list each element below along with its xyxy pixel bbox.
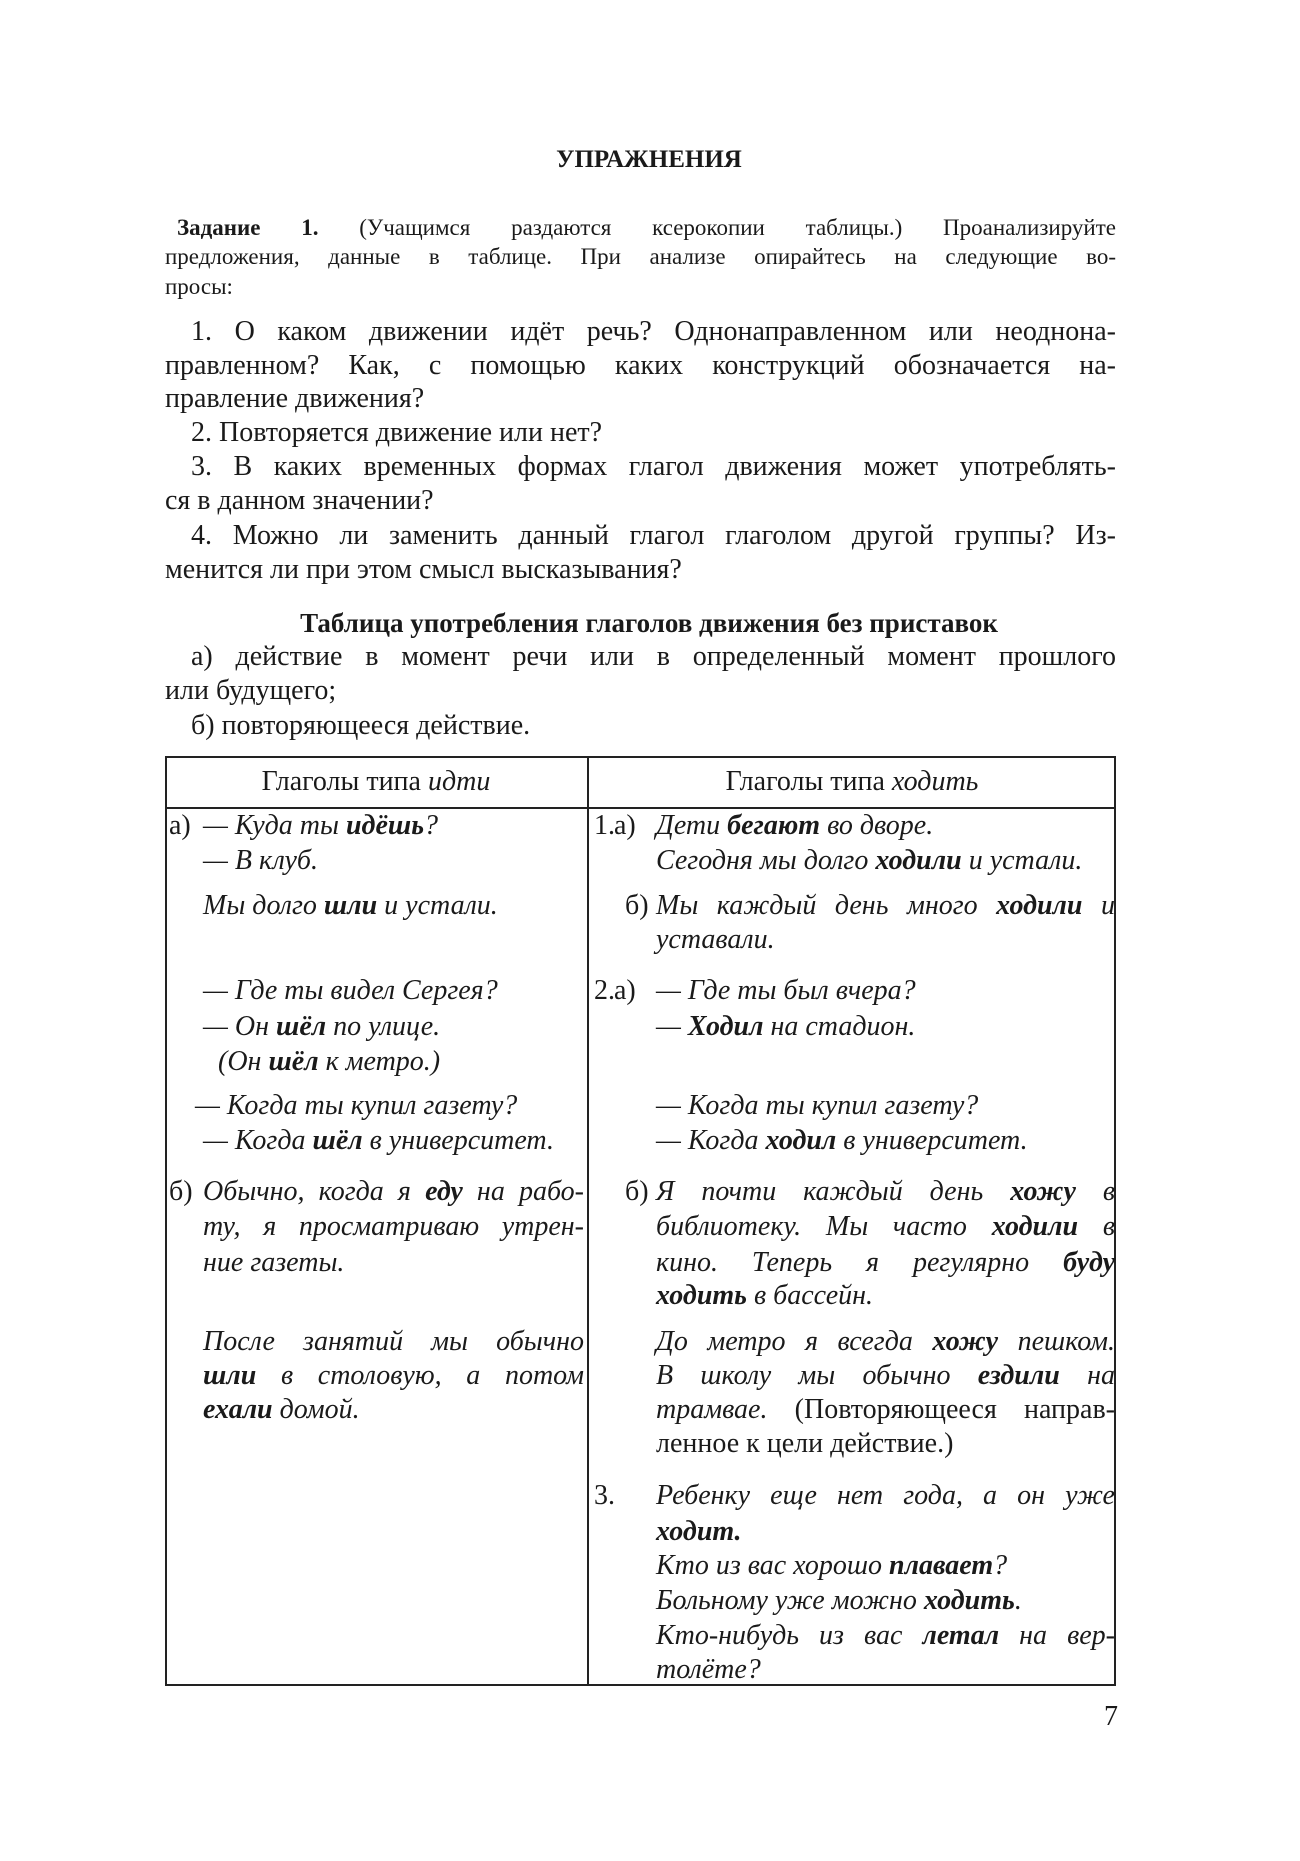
question-line	[191, 519, 1116, 553]
emphasized-text: ездили	[977, 1360, 1060, 1391]
right-cell-line	[656, 1584, 1022, 1618]
text-segment: 1.	[594, 810, 615, 841]
left-cell-line	[203, 974, 498, 1008]
emphasized-text: ходили	[875, 845, 962, 876]
right-cell-line	[656, 1515, 742, 1549]
table-subtitle-line	[191, 640, 1116, 674]
emphasized-text: шёл	[276, 1011, 327, 1042]
text-segment: идти	[427, 766, 491, 797]
text-segment: ?	[993, 1550, 1008, 1581]
text-segment: на рабо-	[462, 1176, 584, 1207]
text-segment: После занятий мы обычно	[203, 1326, 584, 1357]
text-segment: .	[1014, 1585, 1022, 1616]
text-segment: или будущего;	[165, 675, 337, 706]
text-segment: ?	[424, 810, 438, 841]
emphasized-text: еду	[425, 1176, 463, 1207]
text-segment: а)	[614, 975, 636, 1006]
emphasized-text: ходит.	[656, 1516, 742, 1547]
text-segment: 4. Можно ли заменить данный глагол глаголом другой группы? Из-	[191, 520, 1116, 551]
text-segment: и	[1082, 890, 1116, 921]
text-segment: а) действие в момент речи или в определенный момент прошлого	[191, 641, 1116, 672]
text-segment: Сегодня мы долго	[656, 845, 876, 876]
left-cell-line	[203, 1359, 584, 1393]
question-line	[165, 349, 1116, 383]
text-segment: — Когда ты купил газету?	[656, 1090, 979, 1121]
table-header	[262, 765, 491, 799]
item-label	[594, 1479, 615, 1513]
text-segment: в университет.	[362, 1125, 554, 1156]
right-cell-line	[656, 1619, 1115, 1653]
emphasized-text: шёл	[312, 1125, 363, 1156]
text-segment: Глаголы типа	[725, 766, 892, 797]
text-segment: пешком.	[998, 1326, 1116, 1357]
text-segment: в столовую, а потом	[256, 1360, 584, 1391]
emphasized-text: ходить	[923, 1585, 1015, 1616]
text-segment: и устали.	[377, 890, 498, 921]
emphasized-text: хожу	[932, 1326, 999, 1357]
text-segment: —	[656, 1011, 688, 1042]
table-subtitle-line	[165, 674, 336, 708]
left-cell-line	[218, 1045, 440, 1079]
right-cell-line	[656, 1246, 1115, 1280]
text-segment: 2.	[594, 975, 615, 1006]
text-segment: в	[1078, 1211, 1115, 1242]
task-intro-line	[165, 240, 1116, 274]
text-segment: домой.	[272, 1394, 360, 1425]
left-cell-line	[203, 889, 498, 923]
question-line	[165, 553, 682, 587]
emphasized-text: бегают	[727, 810, 821, 841]
text-segment: а)	[614, 810, 636, 841]
table-title	[300, 606, 998, 640]
text-segment: на стадион.	[763, 1011, 916, 1042]
text-segment: и устали.	[961, 845, 1083, 876]
right-cell-line	[656, 1393, 1115, 1427]
text-segment: 3.	[594, 1480, 615, 1511]
right-cell-line	[656, 844, 1082, 878]
emphasized-text: плавает	[889, 1550, 994, 1581]
text-segment: на	[1059, 1360, 1115, 1391]
left-cell-line	[203, 1246, 344, 1280]
left-cell-line	[203, 1210, 584, 1244]
text-segment: б) повторяющееся действие.	[191, 710, 531, 741]
text-segment: на вер-	[999, 1620, 1115, 1651]
text-segment: 2. Повторяется движение или нет?	[191, 417, 603, 448]
text-segment: ние газеты.	[203, 1247, 345, 1278]
emphasized-text: ходили	[996, 890, 1083, 921]
emphasized-text: идёшь	[345, 810, 424, 841]
emphasized-text: шли	[323, 890, 378, 921]
emphasized-text: ехали	[203, 1394, 273, 1425]
right-cell-line	[656, 974, 916, 1008]
text-segment: трамвае.	[656, 1394, 768, 1425]
text-segment: Дети	[656, 810, 728, 841]
emphasized-text: УПРАЖНЕНИЯ	[556, 146, 742, 173]
right-cell-line	[656, 1479, 1115, 1513]
question-line	[165, 484, 434, 518]
text-segment: ся в данном значении?	[165, 485, 434, 516]
right-cell-line	[656, 889, 1115, 923]
text-segment: — Когда ты купил газету?	[195, 1090, 518, 1121]
text-segment: правление движения?	[165, 383, 425, 414]
item-label	[625, 889, 649, 923]
emphasized-text: летал	[922, 1620, 1000, 1651]
text-segment: — Где ты видел Сергея?	[203, 975, 498, 1006]
text-segment: б)	[625, 1176, 649, 1207]
item-label	[625, 1175, 649, 1209]
text-segment: ленное к цели действие.)	[656, 1428, 954, 1459]
text-segment: (Учащимся раздаются ксерокопии таблицы.) Проанализируйте	[318, 215, 1116, 240]
text-segment: б)	[169, 1176, 193, 1207]
text-segment: 1. О каком движении идёт речь? Однонаправленном или неоднона-	[191, 316, 1116, 347]
item-label	[614, 974, 636, 1008]
right-cell-line	[656, 1210, 1115, 1244]
right-cell-line	[656, 1279, 873, 1313]
item-label	[614, 809, 636, 843]
right-cell-line	[656, 1010, 915, 1044]
question-line	[191, 315, 1116, 349]
right-cell-line	[656, 1089, 978, 1123]
text-segment: в бассейн.	[746, 1280, 874, 1311]
text-segment: библиотеку. Мы часто	[656, 1211, 992, 1242]
table-subtitle-line	[191, 709, 530, 743]
text-segment: — Где ты был вчера?	[656, 975, 916, 1006]
text-segment: 3. В каких временных формах глагол движения может употреблять-	[191, 451, 1116, 482]
text-segment: в	[1075, 1176, 1115, 1207]
emphasized-text: ходить	[656, 1280, 747, 1311]
question-line	[191, 416, 602, 450]
text-segment: Глаголы типа	[261, 766, 428, 797]
emphasized-text: Таблица употребления глаголов движения без приставок	[300, 608, 998, 638]
text-segment: предложения, данные в таблице. При анализе опирайтесь на следующие во-	[165, 244, 1116, 269]
text-segment: просы:	[165, 274, 233, 299]
text-segment: во дворе.	[820, 810, 934, 841]
right-cell-line	[656, 1427, 953, 1461]
emphasized-text: шёл	[268, 1046, 319, 1077]
text-segment: Кто из вас хорошо	[656, 1550, 889, 1581]
right-cell-line	[656, 1124, 1028, 1158]
item-label	[594, 809, 615, 843]
text-segment: Я почти каждый день	[656, 1176, 1011, 1207]
text-segment: 7	[1104, 1701, 1118, 1732]
text-segment: менится ли при этом смысл высказывания?	[165, 554, 682, 585]
text-segment: кино. Теперь я регулярно	[656, 1247, 1064, 1278]
text-segment: уставали.	[656, 924, 775, 955]
text-segment: Ребенку еще нет года, а он уже	[656, 1480, 1115, 1511]
left-cell-line	[203, 809, 438, 843]
item-label	[169, 809, 191, 843]
emphasized-text: хожу	[1010, 1176, 1076, 1207]
page-number	[1104, 1700, 1118, 1734]
right-cell-line	[656, 1549, 1007, 1583]
text-segment: Мы долго	[203, 890, 324, 921]
emphasized-text: буду	[1063, 1247, 1115, 1278]
emphasized-text: ходил	[765, 1125, 837, 1156]
emphasized-text: Ходил	[687, 1011, 764, 1042]
text-segment: Больному уже можно	[656, 1585, 924, 1616]
text-segment: (Повторяющееся направ-	[767, 1394, 1115, 1425]
left-cell-line	[203, 1124, 554, 1158]
left-cell-line	[195, 1089, 517, 1123]
text-segment: — В клуб.	[203, 845, 319, 876]
text-segment: — Когда	[203, 1125, 313, 1156]
right-cell-line	[656, 1359, 1115, 1393]
left-cell-line	[203, 1175, 584, 1209]
item-label	[169, 1175, 193, 1209]
question-line	[191, 450, 1116, 484]
text-segment: — Он	[203, 1011, 277, 1042]
emphasized-text: ходили	[991, 1211, 1079, 1242]
text-segment: (Он	[218, 1046, 269, 1077]
emphasized-text: шли	[203, 1360, 257, 1391]
text-segment: ту, я просматриваю утрен-	[203, 1211, 584, 1242]
text-segment: по улице.	[326, 1011, 441, 1042]
table-header	[726, 765, 979, 799]
text-segment: б)	[625, 890, 649, 921]
text-segment: — Куда ты	[203, 810, 346, 841]
text-segment: Обычно, когда я	[203, 1176, 426, 1207]
text-segment: в университет.	[836, 1125, 1028, 1156]
text-segment: ходить	[891, 766, 979, 797]
table-column-divider	[587, 756, 589, 1686]
left-cell-line	[203, 1010, 440, 1044]
emphasized-text: Задание 1.	[177, 215, 319, 240]
left-cell-line	[203, 844, 318, 878]
text-segment: До метро я всегда	[656, 1326, 933, 1357]
right-cell-line	[656, 923, 775, 957]
text-segment: толёте?	[656, 1654, 761, 1685]
page-title	[556, 143, 742, 177]
question-line	[165, 382, 424, 416]
text-segment: — Когда	[656, 1125, 766, 1156]
text-segment: а)	[169, 810, 191, 841]
task-intro-line	[165, 270, 233, 304]
left-cell-line	[203, 1393, 360, 1427]
left-cell-line	[203, 1325, 584, 1359]
text-segment: В школу мы обычно	[656, 1360, 978, 1391]
text-segment: Мы каждый день много	[656, 890, 997, 921]
right-cell-line	[656, 809, 933, 843]
right-cell-line	[656, 1653, 761, 1687]
text-segment: правленном? Как, с помощью каких конструкций обозначается на-	[165, 350, 1116, 381]
right-cell-line	[656, 1175, 1115, 1209]
item-label	[594, 974, 615, 1008]
text-segment: к метро.)	[318, 1046, 441, 1077]
text-segment: Кто-нибудь из вас	[656, 1620, 923, 1651]
right-cell-line	[656, 1325, 1115, 1359]
